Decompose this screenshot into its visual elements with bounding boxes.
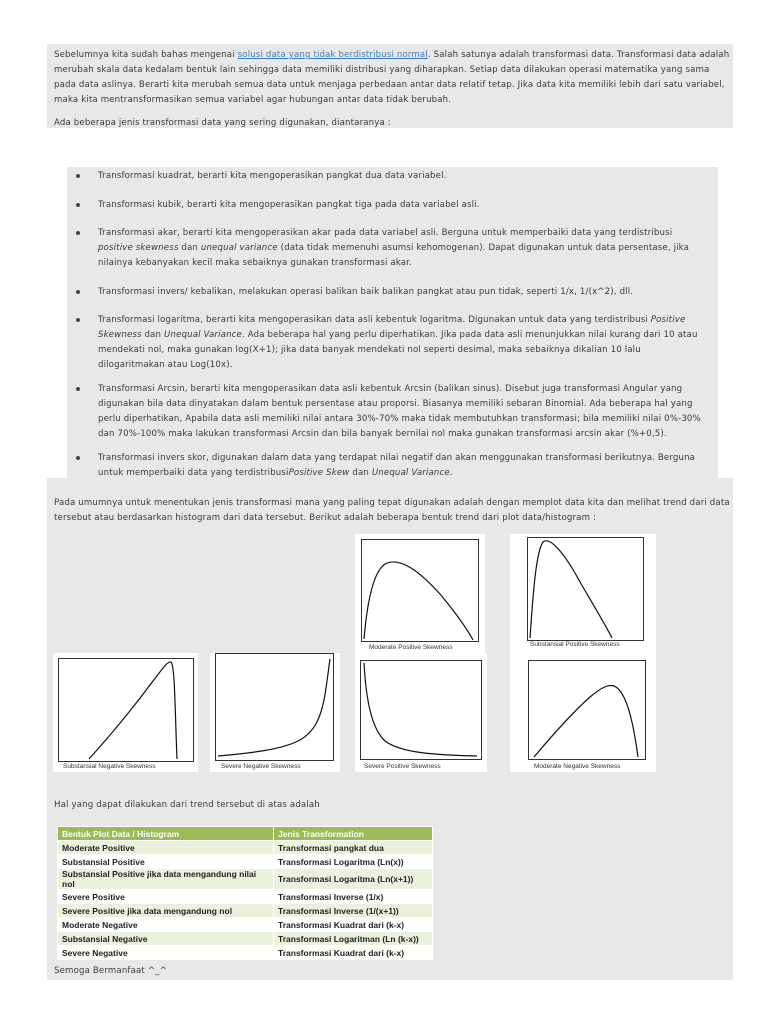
text-segment: dan: [349, 468, 372, 478]
intro-text-end: . Salah satunya adalah transformasi data. Transformasi data adalah merubah skala data kedalam bentuk lain sehingga data memiliki distribusi yang diharapkan. Setiap data dilakukan operasi matematika yang sama pada data aslinya. Berarti kita merubah semua data untuk menjaga perbedaan antar data relatif tetap. Jika data kita memiliki lebih dari satu variabel, maka kita mentransformasikan semua variabel agar hubungan antar data tidak berubah.: [54, 50, 730, 105]
list-item-text: [98, 451, 708, 481]
text-segment: dan: [141, 330, 165, 340]
table-cell: Transformasi Logaritman (Ln (k-x)): [274, 932, 433, 946]
table-cell: Severe Positive jika data mengandung nol: [58, 904, 274, 918]
italic-term: Unequal Variance: [164, 330, 242, 340]
table-header-row: [58, 827, 433, 841]
list-item-text: [98, 226, 708, 271]
table-cell: Substansial Positive: [58, 855, 274, 869]
table-cell: Transformasi Inverse (1/x): [274, 890, 433, 904]
column-header: Bentuk Plot Data / Histogram: [58, 827, 274, 841]
list-item-text: [98, 313, 708, 373]
list-item-text: Transformasi Arcsin, berarti kita mengoperasikan data asli kebentuk Arcsin (balikan sinus). Disebut juga transformasi Angular yang digunakan bila data dinyatakan dalam bentuk persentase atau proporsi. Biasanya memiliki sebaran Binomial. Ada beberapa hal yang perlu diperhatikan, Apabila data asli memiliki nilai antara 30%-70% maka tidak membutuhkan transformasi; bila memiliki nilai 0%-30% dan 70%-100% maka lakukan transformasi Arcsin dan bila banyak bernilai nol maka gunakan transformasi arcsin akar (%+0,5).: [98, 384, 701, 439]
distribution-curve: [218, 659, 330, 756]
table-row: [58, 890, 433, 904]
table-row: [58, 946, 433, 960]
italic-term: positive skewness: [98, 243, 179, 253]
skew-curve-plot: [355, 653, 487, 772]
table-cell: Substansial Negative: [58, 932, 274, 946]
skew-curve-plot: [510, 534, 656, 653]
text-segment: .: [449, 468, 453, 478]
text-segment: dan: [178, 243, 201, 253]
table-row: [58, 904, 433, 918]
figure-severe-negative: [210, 653, 340, 772]
bullet-icon: [76, 318, 80, 322]
table-cell: Transformasi pangkat dua: [274, 841, 433, 855]
bullet-icon: [76, 203, 80, 207]
bullet-icon: [76, 231, 80, 235]
table-row: [58, 932, 433, 946]
figure-substansial-positive: [510, 534, 656, 653]
intro-section: [47, 44, 733, 128]
bullet-icon: [76, 290, 80, 294]
figure-substansial-negative: [53, 653, 198, 772]
figure-caption: Moderate Positive Skewness: [369, 644, 453, 651]
table-cell: Severe Positive: [58, 890, 274, 904]
list-item-text: Transformasi invers/ kebalikan, melakukan operasi balikan baik balikan pangkat atau pun tidak, seperti 1/x, 1/(x^2), dll.: [98, 287, 634, 297]
table-cell: Transformasi Kuadrat dari (k-x): [274, 946, 433, 960]
transformation-list: [67, 167, 718, 478]
table-cell: Transformasi Logaritma (Ln(x+1)): [274, 869, 433, 890]
bullet-icon: [76, 174, 80, 178]
skew-curve-plot: [355, 534, 485, 653]
figure-moderate-negative: [510, 653, 656, 772]
text-segment: . Ada beberapa hal yang perlu diperhatikan. Jika pada data asli menunjukkan nilai kurang dari 10 atau mendekati nol, maka gunakan log(X+1); jika data banyak mendekati nol seperti desimal, maka sebaiknya dikalian 10 lalu dilogaritmakan atau Log(10x).: [98, 330, 698, 370]
trend-action-heading: Hal yang dapat dilakukan dari trend tersebut di atas adalah: [54, 800, 320, 810]
table-cell: Substansial Positive jika data mengandung nilai nol: [58, 869, 274, 890]
table-cell: Transformasi Inverse (1/(x+1)): [274, 904, 433, 918]
distribution-curve: [530, 541, 612, 638]
bullet-icon: [76, 456, 80, 460]
normal-distribution-link[interactable]: solusi data yang tidak berdistribusi normal: [237, 50, 428, 60]
skew-curve-plot: [210, 653, 340, 772]
skew-curve-plot: [53, 653, 198, 772]
italic-term: unequal variance: [200, 243, 278, 253]
figure-caption: Substansial Positive Skewness: [530, 641, 620, 648]
text-segment: Transformasi invers skor, digunakan dalam data yang terdapat nilai negatif dan akan menggunakan transformasi berikutnya. Berguna untuk memperbaiki data yang terdistribusi: [98, 453, 696, 478]
text-segment: (data tidak memenuhi asumsi kehomogenan). Dapat digunakan untuk data persentase, jika nilainya kebanyakan kecil maka sebaiknya gunakan transformasi akar.: [98, 243, 690, 268]
figure-caption: Moderate Negative Skewness: [534, 763, 621, 770]
distribution-curve: [364, 663, 477, 756]
plot-intro-paragraph: Pada umumnya untuk menentukan jenis transformasi mana yang paling tepat digunakan adalah dengan memplot data kita dan melihat trend dari data tersebut atau berdasarkan histogram dari data tersebut. Berikut adalah beberapa bentuk trend dari plot data/histogram :: [54, 498, 730, 523]
italic-term: Positive Skew: [288, 468, 350, 478]
bullet-icon: [76, 387, 80, 391]
skew-curve-plot: [510, 653, 656, 772]
intro-list-lead: Ada beberapa jenis transformasi data yang sering digunakan, diantaranya :: [54, 118, 391, 128]
figure-caption: Substansial Negative Skewness: [63, 763, 156, 770]
table-row: [58, 869, 433, 890]
transformation-table: [57, 826, 433, 960]
table-cell: Severe Negative: [58, 946, 274, 960]
distribution-curve: [89, 662, 177, 759]
italic-term: Positive Skewness: [98, 315, 686, 340]
table-cell: Transformasi Logaritma (Ln(x)): [274, 855, 433, 869]
text-segment: Transformasi logaritma, berarti kita mengoperasikan data asli kebentuk logaritma. Digunakan untuk data yang terdistribusi: [98, 315, 651, 325]
table-row: [58, 918, 433, 932]
intro-paragraph: [54, 48, 730, 108]
distribution-curve: [534, 685, 638, 757]
italic-term: Unequal Variance: [371, 468, 450, 478]
closing-text: Semoga Bermanfaat ^_^: [54, 966, 167, 976]
table-row: [58, 841, 433, 855]
text-segment: Transformasi akar, berarti kita mengoperasikan akar pada data variabel asli. Berguna untuk memperbaiki data yang terdistribusi: [98, 228, 673, 238]
intro-text-start: Sebelumnya kita sudah bahas mengenai: [54, 50, 238, 60]
distribution-curve: [364, 562, 473, 640]
list-item-text: Transformasi kubik, berarti kita mengoperasikan pangkat tiga pada data variabel asli.: [98, 200, 480, 210]
figure-moderate-positive: [355, 534, 485, 653]
figure-caption: Severe Positive Skewness: [364, 763, 441, 770]
table-cell: Transformasi Kuadrat dari (k-x): [274, 918, 433, 932]
table-row: [58, 855, 433, 869]
list-item-text: Transformasi kuadrat, berarti kita mengoperasikan pangkat dua data variabel.: [98, 171, 447, 181]
table-cell: Moderate Positive: [58, 841, 274, 855]
column-header: Jenis Transformation: [274, 827, 433, 841]
figure-severe-positive: [355, 653, 487, 772]
figure-caption: Severe Negative Skewness: [221, 763, 301, 770]
table-cell: Moderate Negative: [58, 918, 274, 932]
